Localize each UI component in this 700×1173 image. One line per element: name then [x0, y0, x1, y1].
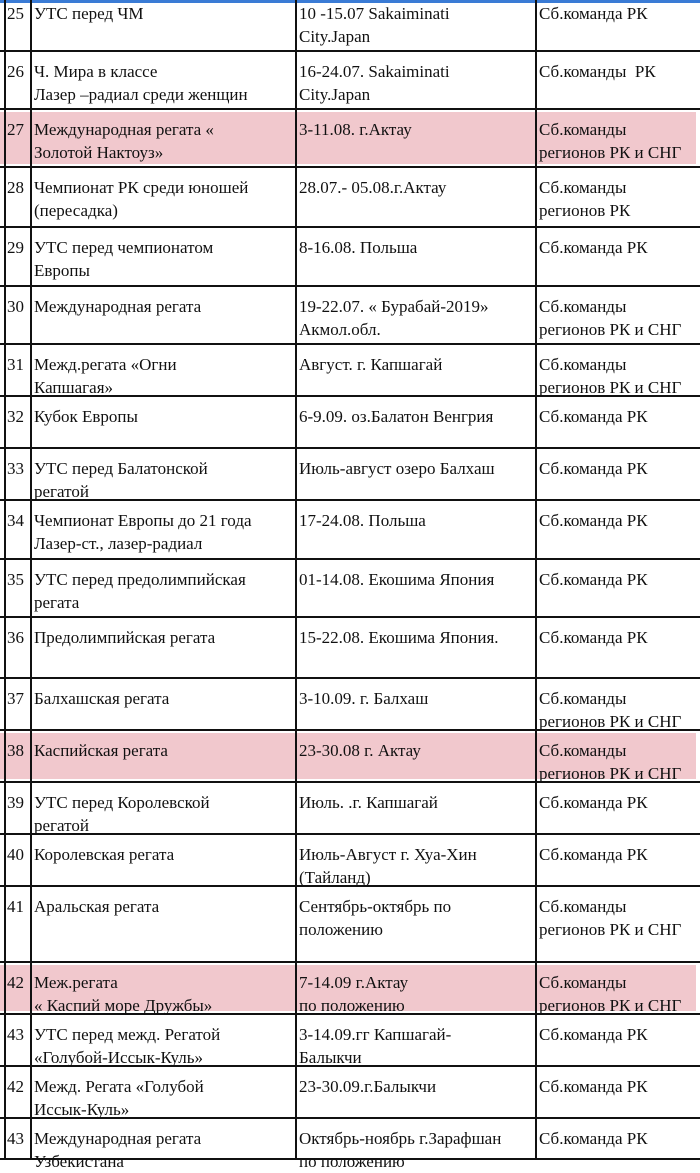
table-row — [0, 731, 700, 783]
event-team: Сб.команда РК — [539, 238, 648, 257]
event-date-place: Август. г. Капшагай — [299, 355, 443, 374]
event-team: Сб.команды регионов РК и СНГ — [539, 973, 682, 1015]
row-number: 34 — [7, 511, 24, 530]
event-name: УТС перед ЧМ — [34, 4, 144, 23]
event-name: УТС перед чемпионатом Европы — [34, 238, 214, 280]
column-divider — [30, 0, 32, 1160]
event-name: Меж.регата « Каспий море Дружбы» — [34, 973, 213, 1015]
table-row — [0, 501, 700, 560]
event-date-place: 01-14.08. Екошима Япония — [299, 570, 495, 589]
event-name: УТС перед предолимпийская регата — [34, 570, 246, 612]
event-team: Сб.команда РК — [539, 407, 648, 426]
event-team: Сб.команда РК — [539, 459, 648, 478]
event-name: Аральская регата — [34, 897, 160, 916]
event-team: Сб.команда РК — [539, 793, 648, 812]
event-name: Международная регата — [34, 297, 202, 316]
event-name: УТС перед Королевской регатой — [34, 793, 210, 835]
table-row — [0, 560, 700, 618]
row-number: 43 — [7, 1025, 24, 1044]
event-name: Королевская регата — [34, 845, 175, 864]
row-number: 29 — [7, 238, 24, 257]
event-team: Сб.команды регионов РК и СНГ — [539, 120, 682, 162]
table-row — [0, 1067, 700, 1119]
table-row — [0, 168, 700, 228]
event-name: Международная регата Узбекистана — [34, 1129, 202, 1171]
table-row — [0, 783, 700, 835]
row-number: 28 — [7, 178, 24, 197]
event-date-place: 23-30.09.г.Балыкчи — [299, 1077, 437, 1096]
event-name: Чемпионат РК среди юношей (пересадка) — [34, 178, 249, 220]
table-row — [0, 679, 700, 731]
event-date-place: Сентябрь-октябрь по положению — [299, 897, 452, 939]
row-number: 38 — [7, 741, 24, 760]
event-date-place: Июль. .г. Капшагай — [299, 793, 438, 812]
event-name: УТС перед межд. Регатой «Голубой-Иссык-Куль» — [34, 1025, 221, 1067]
event-date-place: 3-14.09.гг Капшагай- Балыкчи — [299, 1025, 452, 1067]
row-number: 42 — [7, 973, 24, 992]
event-team: Сб.команда РК — [539, 628, 648, 647]
event-name: Межд.регата «Огни Капшагая» — [34, 355, 177, 397]
table-row — [0, 1119, 700, 1171]
row-number: 42 — [7, 1077, 24, 1096]
event-date-place: 17-24.08. Польша — [299, 511, 426, 530]
event-name: Международная регата « Золотой Нактоуз» — [34, 120, 214, 162]
row-number: 32 — [7, 407, 24, 426]
table-row — [0, 449, 700, 501]
event-date-place: 3-11.08. г.Актау — [299, 120, 412, 139]
row-number: 36 — [7, 628, 24, 647]
event-team: Сб.команды регионов РК — [539, 178, 631, 220]
table-row — [0, 287, 700, 345]
event-name: Балхашская регата — [34, 689, 170, 708]
table-row — [0, 0, 700, 52]
event-team: Сб.команда РК — [539, 570, 648, 589]
event-name: Ч. Мира в классе Лазер –радиал среди женщин — [34, 62, 248, 104]
row-number: 27 — [7, 120, 24, 139]
event-team: Сб.команда РК — [539, 845, 648, 864]
column-divider — [295, 0, 297, 1160]
event-date-place: 7-14.09 г.Актау по положению — [299, 973, 409, 1015]
table-row — [0, 228, 700, 287]
table-row — [0, 110, 700, 168]
event-team: Сб.команды регионов РК и СНГ — [539, 297, 682, 339]
event-name: Предолимпийская регата — [34, 628, 216, 647]
row-number: 43 — [7, 1129, 24, 1148]
row-number: 41 — [7, 897, 24, 916]
event-team: Сб.команда РК — [539, 1025, 648, 1044]
table-row — [0, 52, 700, 110]
column-divider — [535, 0, 537, 1160]
table-row — [0, 345, 700, 397]
event-date-place: Июль-Август г. Хуа-Хин (Тайланд) — [299, 845, 477, 887]
row-number: 31 — [7, 355, 24, 374]
event-team: Сб.команды регионов РК и СНГ — [539, 897, 682, 939]
table-row — [0, 887, 700, 963]
row-number: 26 — [7, 62, 24, 81]
event-date-place: 23-30.08 г. Актау — [299, 741, 421, 760]
table-row — [0, 963, 700, 1015]
event-name: Кубок Европы — [34, 407, 138, 426]
row-number: 39 — [7, 793, 24, 812]
event-team: Сб.команды регионов РК и СНГ — [539, 355, 682, 397]
event-date-place: 15-22.08. Екошима Япония. — [299, 628, 499, 647]
event-team: Сб.команда РК — [539, 1077, 648, 1096]
event-date-place: 6-9.09. оз.Балатон Венгрия — [299, 407, 494, 426]
event-name: УТС перед Балатонской регатой — [34, 459, 208, 501]
event-date-place: 28.07.- 05.08.г.Актау — [299, 178, 447, 197]
row-number: 33 — [7, 459, 24, 478]
table-row — [0, 618, 700, 679]
event-date-place: Июль-август озеро Балхаш — [299, 459, 495, 478]
row-number: 40 — [7, 845, 24, 864]
event-team: Сб.команды регионов РК и СНГ — [539, 741, 682, 783]
event-team: Сб.команда РК — [539, 4, 648, 23]
event-date-place: 16-24.07. Sakaiminati City.Japan — [299, 62, 450, 104]
event-date-place: Октябрь-ноябрь г.Зарафшан по положению — [299, 1129, 502, 1171]
table-row — [0, 835, 700, 887]
row-number: 30 — [7, 297, 24, 316]
event-team: Сб.команды РК — [539, 62, 656, 81]
column-divider — [4, 0, 6, 1160]
event-date-place: 8-16.08. Польша — [299, 238, 418, 257]
event-team: Сб.команды регионов РК и СНГ — [539, 689, 682, 731]
table-row — [0, 1015, 700, 1067]
row-number: 25 — [7, 4, 24, 23]
event-date-place: 10 -15.07 Sakaiminati City.Japan — [299, 4, 450, 46]
event-name: Чемпионат Европы до 21 года Лазер-ст., лазер-радиал — [34, 511, 252, 553]
event-team: Сб.команда РК — [539, 511, 648, 530]
event-date-place: 3-10.09. г. Балхаш — [299, 689, 429, 708]
event-team: Сб.команда РК — [539, 1129, 648, 1148]
event-name: Межд. Регата «Голубой Иссык-Куль» — [34, 1077, 204, 1119]
event-date-place: 19-22.07. « Бурабай-2019» Акмол.обл. — [299, 297, 489, 339]
row-number: 37 — [7, 689, 24, 708]
event-name: Каспийская регата — [34, 741, 168, 760]
row-number: 35 — [7, 570, 24, 589]
table-row — [0, 397, 700, 449]
